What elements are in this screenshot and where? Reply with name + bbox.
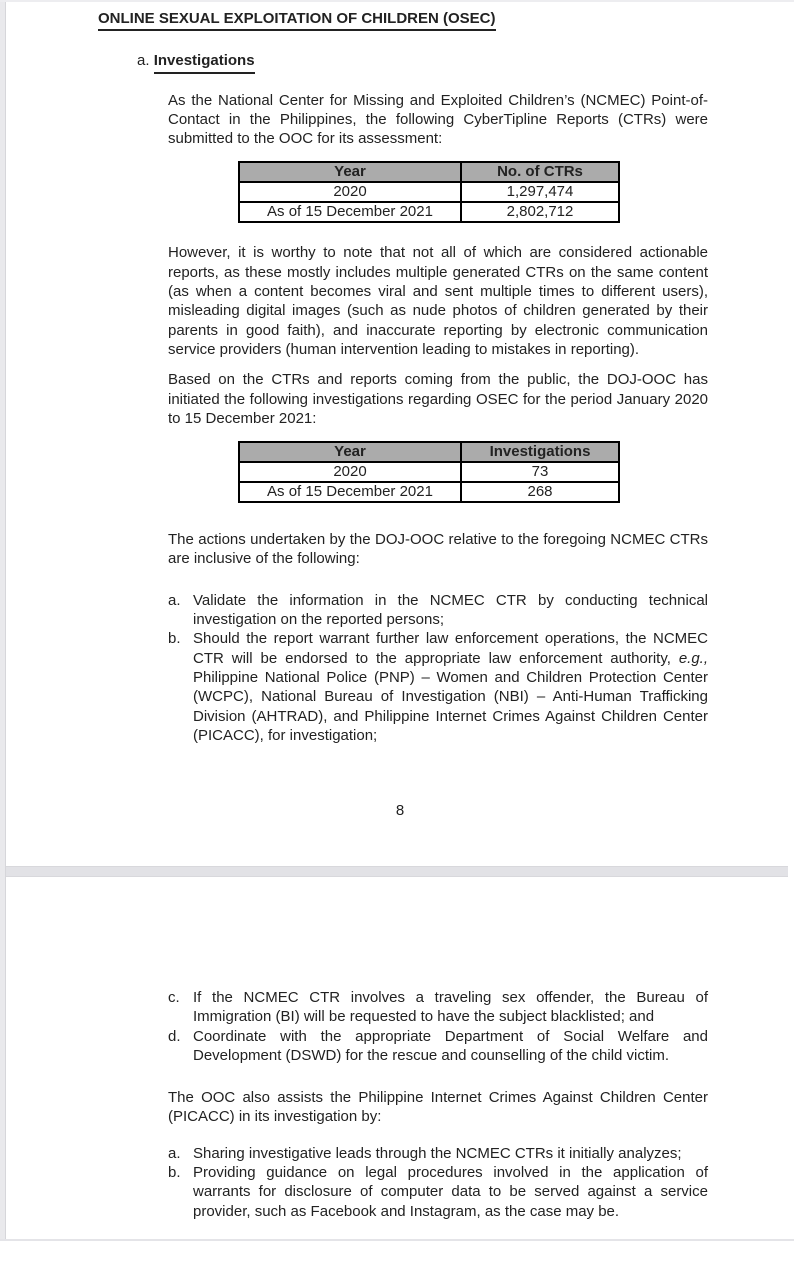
paragraph-actionable-note: However, it is worthy to note that not all of which are considered actionable reports, as these mostly includes multiple generated CTRs on the same content (as when a content becomes viral and sent multiple times to different users), misleading digital images (such as nude photos of children generated by their parents in good faith), and inaccurate reporting by electronic communication service providers (human intervention leading to mistakes in reporting). — [168, 244, 708, 358]
year-cell: As of 15 December 2021 — [239, 482, 461, 502]
ctr-table — [238, 161, 620, 223]
list-item-text-pre: Should the report warrant further law enforcement operations, the NCMEC CTR will be endorsed to the appropriate law enforcement authority, — [193, 630, 708, 667]
list-item-label: a. — [168, 1144, 181, 1162]
value-cell: 73 — [461, 462, 619, 482]
list-item-label: c. — [168, 989, 180, 1006]
page-1 — [6, 0, 794, 866]
table-row — [239, 202, 619, 222]
list-item — [168, 591, 708, 630]
list-item-text: If the NCMEC CTR involves a traveling sex offender, the Bureau of Immigration (BI) will be requested to have the subject blacklisted; and — [193, 989, 708, 1026]
list-item — [168, 629, 708, 745]
list-item-text: Validate the information in the NCMEC CTR by conducting technical investigation on the reported persons; — [193, 591, 708, 629]
paragraph-picacc-assist: The OOC also assists the Philippine Internet Crimes Against Children Center (PICACC) in its investigation by: — [168, 1089, 708, 1126]
actions-list — [168, 591, 708, 745]
list-item-label: b. — [168, 1164, 181, 1182]
table-row — [239, 482, 619, 502]
ctr-table-header-year: Year — [239, 162, 461, 182]
paragraph-ncmec-intro: As the National Center for Missing and Exploited Children’s (NCMEC) Point-of-Contact in the Philippines, the following CyberTipline Reports (CTRs) were submitted to the OOC for its assessment: — [168, 91, 708, 148]
list-item — [168, 1163, 708, 1221]
list-item-label: b. — [168, 630, 181, 648]
page-left-gutter — [0, 0, 6, 1241]
ctr-table-header-count: No. of CTRs — [461, 162, 619, 182]
paragraph-investigations-intro: Based on the CTRs and reports coming from the public, the DOJ-OOC has initiated the following investigations regarding OSEC for the period January 2020 to 15 December 2021: — [168, 371, 708, 427]
value-cell: 2,802,712 — [461, 202, 619, 222]
list-item-text: Coordinate with the appropriate Department of Social Welfare and Development (DSWD) for the rescue and counselling of the child victim. — [193, 1027, 708, 1064]
table-row — [239, 182, 619, 202]
inv-table-header-year: Year — [239, 442, 461, 462]
actions-list-continued — [168, 899, 708, 1065]
investigations-table — [238, 441, 620, 503]
year-cell: 2020 — [239, 462, 461, 482]
section-heading-investigations — [137, 51, 794, 73]
year-cell: As of 15 December 2021 — [239, 202, 461, 222]
list-item-label: a. — [168, 591, 181, 609]
page-2 — [6, 899, 794, 1263]
document-title-text: ONLINE SEXUAL EXPLOITATION OF CHILDREN (OSEC) — [98, 9, 496, 31]
list-item-text: Sharing investigative leads through the NCMEC CTRs it initially analyzes; — [193, 1144, 682, 1162]
list-item — [168, 1144, 708, 1163]
list-item-label: d. — [168, 1027, 181, 1045]
page-gap — [0, 866, 788, 877]
page-number: 8 — [395, 802, 405, 819]
picacc-assist-list — [168, 1144, 708, 1221]
value-cell: 268 — [461, 482, 619, 502]
list-item-text-post: Philippine National Police (PNP) – Women and Children Protection Center (WCPC), National Bureau of Investigation (NBI) – Anti-Human Trafficking Division (AHTRAD), and Philippine Internet Crimes Against Children Center (PICACC), for investigation; — [193, 668, 708, 744]
value-cell: 1,297,474 — [461, 182, 619, 202]
list-item-text — [193, 629, 708, 745]
document-title — [98, 0, 794, 31]
top-edge-line — [0, 0, 794, 2]
paragraph-actions-intro: The actions undertaken by the DOJ-OOC relative to the foregoing NCMEC CTRs are inclusive of the following: — [168, 531, 708, 568]
list-item — [168, 988, 708, 1027]
table-header-row — [239, 442, 619, 462]
section-label: a. — [137, 52, 150, 70]
year-cell: 2020 — [239, 182, 461, 202]
list-item — [168, 1027, 708, 1066]
inv-table-header-count: Investigations — [461, 442, 619, 462]
list-item-text-italic: e.g., — [678, 649, 708, 667]
list-item-text: Providing guidance on legal procedures involved in the application of warrants for disclosure of computer data to be served against a service provider, such as Facebook and Instagram, as the case may be. — [193, 1164, 708, 1220]
table-header-row — [239, 162, 619, 182]
table-row — [239, 462, 619, 482]
section-title-text: Investigations — [154, 51, 255, 73]
